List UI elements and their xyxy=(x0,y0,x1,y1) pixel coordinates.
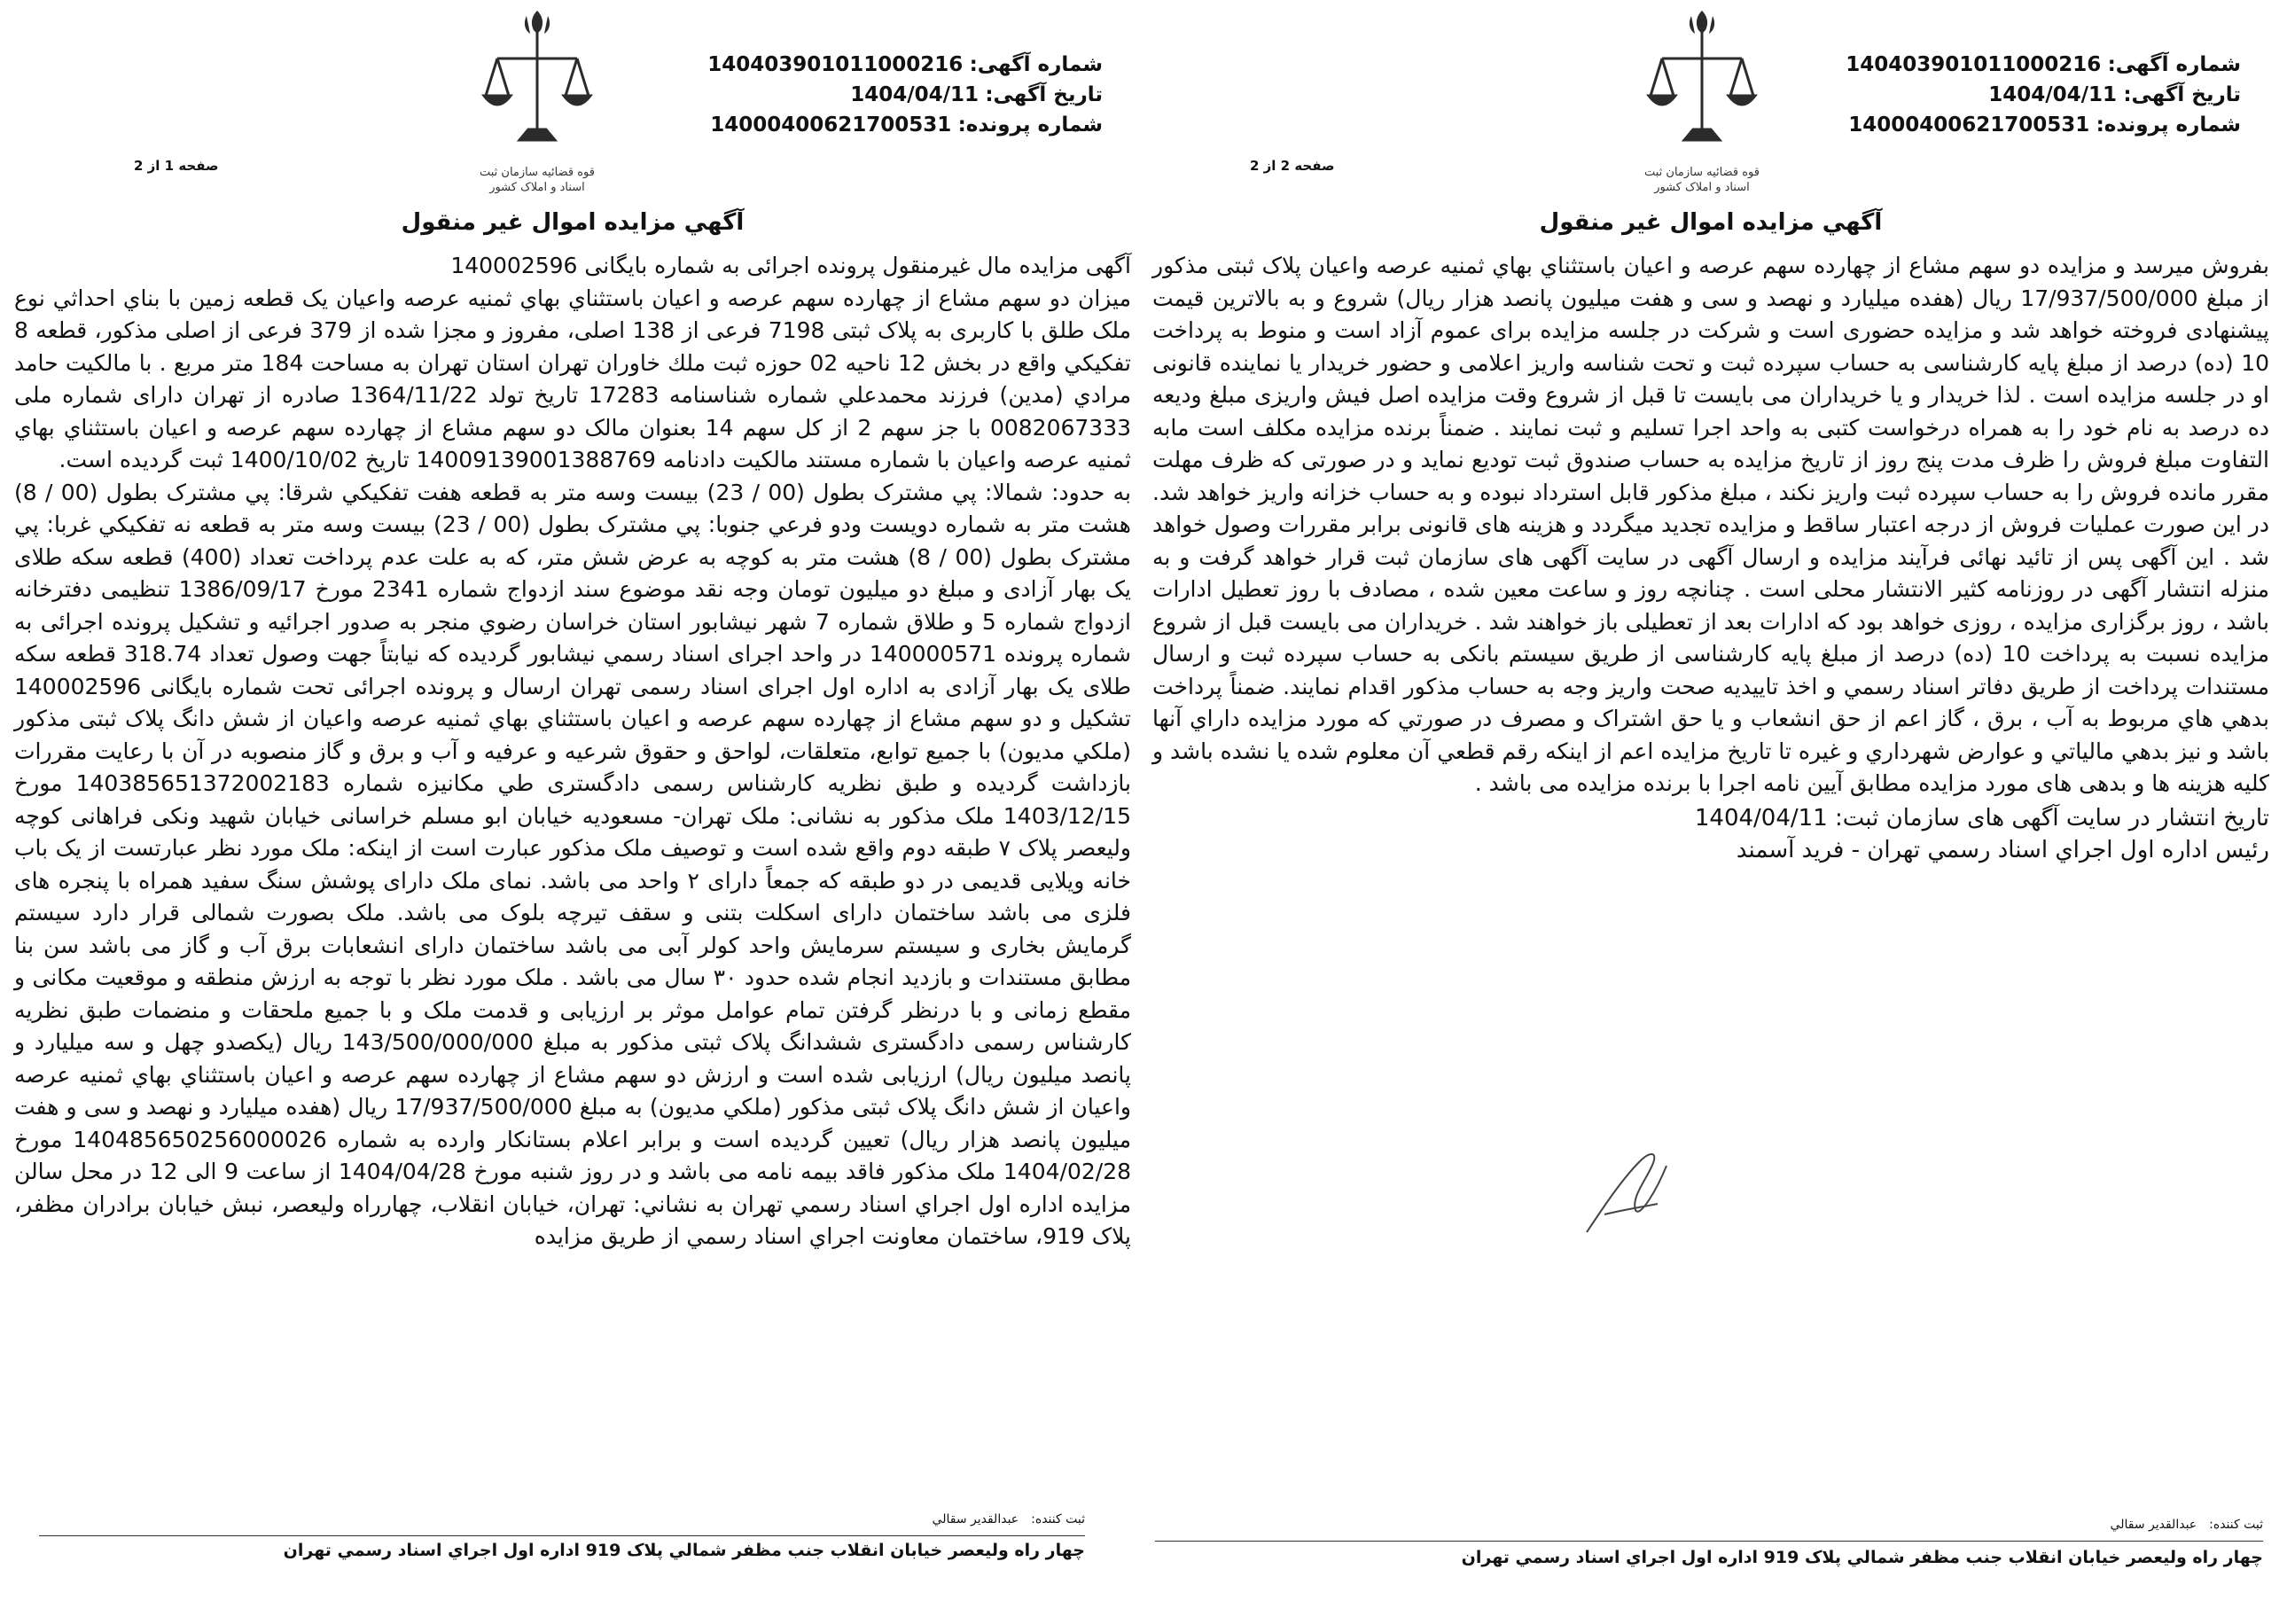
case-number: 14000400621700531 xyxy=(710,113,952,137)
registrar xyxy=(2098,1518,2263,1532)
case-number: 14000400621700531 xyxy=(1848,113,2090,137)
notice-body xyxy=(14,250,1131,1253)
intro-line: آگهی مزایده مال غیرمنقول پرونده اجرائی به شماره بایگانی 140002596 xyxy=(450,253,1131,278)
official-signatory: رئيس اداره اول اجراي اسناد رسمي تهران - فريد آسمند xyxy=(1736,836,2269,863)
page-title: آگهي مزايده اموال غير منقول xyxy=(401,209,745,236)
publish-date-line: تاریخ انتشار در سایت آگهی های سازمان ثبت: 1404/04/11 xyxy=(1694,804,2269,832)
ad-meta xyxy=(707,50,1103,140)
notice-body xyxy=(1152,250,2269,866)
ad-date: 1404/04/11 xyxy=(1988,83,2118,106)
page-title: آگهي مزايده اموال غير منقول xyxy=(1539,209,1883,236)
emblem-caption: قوه قضائیه سازمان ثبت اسناد و املاک کشور xyxy=(479,166,595,194)
ad-number: 140403901011000216 xyxy=(1846,53,2102,76)
scales-icon xyxy=(475,7,599,158)
judiciary-emblem xyxy=(475,7,599,202)
ad-number-label: شماره آگهی: xyxy=(969,53,1103,76)
registrar-label: ثبت کننده: xyxy=(1031,1512,1085,1526)
registrar xyxy=(920,1512,1085,1526)
body-paragraph: به حدود: شمالا: پي مشترک بطول (00 / 23) بيست وسه متر به قطعه هفت تفکيکي شرقا: پي مشترک بطول (00 / 8) هشت متر به شماره دويست ودو فرعي جنوبا: پي مشترک بطول (00 / 23) بيست وسه متر به قطعه نه تفکيکي غربا: پي مشترک بطول (00 / 8) هشت متر به کوچه به عرض شش متر، که به علت عدم پرداخت تعداد (400) قطعه سکه طلای یک بهار آزادی و مبلغ دو میلیون تومان وجه نقد موضوع سند ازدواج شماره 2341 مورخ 1386/09/17 تنظیمی دفترخانه ازدواج شماره 5 و طلاق شماره 7 شهر نيشابور استان خراسان رضوي منجر به صدور اجرائيه و تشکيل پرونده اجرائی به شماره پرونده 140000571 در واحد اجرای اسناد رسمي نيشابور گرديده كه نيابتاً جهت وصول تعداد 318.74 قطعه سکه طلای یک بهار آزادی به اداره اول اجرای اسناد رسمی تهران ارسال و پرونده اجرائی تحت شماره بایگانی 140002596 تشکیل و دو سهم مشاع از چهارده سهم عرصه و اعيان باستثناي بهاي ثمنيه عرصه واعيان از شش دانگ پلاک ثبتی مذکور (ملکي مدیون) با جمیع توابع، متعلقات، لواحق و حقوق شرعیه و عرفیه و آب و برق و گاز منصوبه در آن با رعایت مقررات بازداشت گردیده و طبق نظریه کارشناس رسمی دادگستری طي مکانيزه شماره 140385651372002183 مورخ 1403/12/15 ملک مذکور به نشانی: ملک تهران- مسعوديه خیابان ابو مسلم خراسانی خيابان شهيد ونکی فراهانی کوچه وليعصر پلاک ۷ طبقه دوم واقع شده است و توصيف ملک مذکور عبارت است از اينکه: ملک مورد نظر عبارتست از یک باب خانه ویلایی قدیمی در دو طبقه که جمعاً دارای ۲ واحد می باشد. نمای ملک دارای پوشش سنگ سفید همراه با پنجره های فلزی می باشد ساختمان دارای اسکلت بتنی و سقف تیرچه بلوک می باشد. ملک بصورت شمالی قرار دارد سیستم گرمایش بخاری و سیستم سرمایش واحد کولر آبی می باشد ساختمان دارای انشعابات برق آب و گاز می باشد سن بنا مطابق مستندات و بازدید انجام شده حدود ۳۰ سال می باشد . ملک مورد نظر با توجه به ارزش منطقه و موقعیت مکانی و مقطع زمانی و با درنظر گرفتن تمام عوامل موثر بر ارزیابی و قدمت ملک و با جمیع ملحقات و منضمات طبق نظريه كارشناس رسمی دادگستری ششدانگ پلاک ثبتی مذکور به مبلغ 143/500/000/000 ریال (یکصدو چهل و سه میلیارد و پانصد میلیون ریال) ارزیابی شده است و ارزش دو سهم مشاع از چهارده سهم عرصه و اعيان باستثناي بهاي ثمنيه عرصه واعيان از شش دانگ پلاک ثبتی مذکور (ملکي مدیون) به مبلغ 17/937/500/000 ریال (هفده میلیارد و نهصد و سی و هفت میلیون پانصد هزار ریال) تعیین گردیده است و برابر اعلام بستانکار وارده به شماره 14048565025600002​6 مورخ 1404/02/28 ملک مذکور فاقد بیمه نامه می باشد و در روز شنبه مورخ 1404/04/28 از ساعت 9 الی 12 در محل سالن مزايده اداره اول اجراي اسناد رسمي تهران به نشاني: تهران، خيابان انقلاب، چهارراه وليعصر، نبش خيابان برادران مظفر، پلاک 919، ساختمان معاونت اجراي اسناد رسمي از طريق مزايده xyxy=(14,479,1132,1249)
case-number-label: شماره پرونده: xyxy=(2096,113,2241,137)
scales-icon xyxy=(1640,7,1764,158)
page-number: صفحه 1 از 2 xyxy=(134,158,219,174)
ad-number: 140403901011000216 xyxy=(707,53,964,76)
registrar-label: ثبت کننده: xyxy=(2209,1518,2263,1532)
body-paragraph: بفروش میرسد و مزایده دو سهم مشاع از چهارده سهم عرصه و اعیان باستثناي بهاي ثمنيه عرصه واعیان پلاک ثبتی مذکور از مبلغ 17/937/500/000 ریال (هفده میلیارد و نهصد و سی و هفت میلیون پانصد هزار ریال) شروع و به بالاترین قیمت پیشنهادی فروخته خواهد شد و مزایده حضوری است و شرکت در جلسه مزایده برای عموم آزاد است و منوط به پرداخت 10 (ده) درصد از مبلغ پایه کارشناسی به حساب سپرده ثبت و تحت شناسه واریز اعلامی و حضور خریدار یا نماینده قانونی او در جلسه مزایده است . لذا خریدار و یا خریداران می بایست تا قبل از شروع وقت مزایده اصل فیش واریزی مبلغ ودیعه ده درصد به نام خود را به همراه درخواست کتبی به واحد اجرا تسلیم و ثبت نمایند . ضمناً برنده مزایده مکلف است مابه التفاوت مبلغ فروش را ظرف مدت پنج روز از تاریخ مزایده به حساب صندوق ثبت تودیع نماید و در صورتی که ظرف مهلت مقرر مانده فروش را به حساب سپرده ثبت واریز نکند ، مبلغ مذکور قابل استرداد نبوده و به حساب خزانه واریز خواهد شد. در این صورت عملیات فروش از درجه اعتبار ساقط و مزایده تجدید میگردد و هزینه های قانونی برابر مقررات وصول خواهد شد . این آگهی پس از تائید نهائی فرآیند مزایده و ارسال آگهی در سایت آگهی های سازمان ثبت قرار خواهد گرفت و به منزله انتشار آگهی در روزنامه کثیر الانتشار محلی است . چنانچه روز و ساعت معین شده ، مصادف با روز تعطیل ادارات باشد ، روز برگزاری مزایده ، روزی خواهد بود که ادارات بعد از تعطیلی باز خواهند شد . خریداران می بایست قبل از شروع مزایده نسبت به پرداخت 10 (ده) درصد از مبلغ پایه کارشناسی از طریق سیستم بانکی به حساب سپرده ثبت و ارسال مستندات پرداخت از طریق دفاتر اسناد رسمي و اخذ تاييديه صحت واريز وجه به حساب مذکور اقدام نمایند. ضمناً پرداخت بدهي هاي مربوط به آب ، برق ، گاز اعم از حق انشعاب و يا حق اشتراک و مصرف در صورتي که مورد مزايده داراي آنها باشد و نيز بدهي مالياتي و عوارض شهرداري و غيره تا تاريخ مزايده اعم از اينکه رقم قطعي آن معلوم شده يا نشده باشد و کليه هزينه ها و بدهی های مورد مزايده مطابق آيين نامه اجرا با برنده مزايده می باشد . xyxy=(1152,253,2269,796)
registrar-name: عبدالقدير سقالي xyxy=(932,1512,1019,1526)
ad-date-label: تاریخ آگهی: xyxy=(985,83,1103,106)
notice-tail xyxy=(1152,802,2269,866)
footer-address: چهار راه وليعصر خيابان انقلاب جنب مظفر شمالي پلاک 919 اداره اول اجراي اسناد رسمي تهران xyxy=(283,1541,1085,1560)
body-paragraph: میزان دو سهم مشاع از چهارده سهم عرصه و اعیان باستثناي بهاي ثمنيه عرصه واعيان يک قطعه زمين با بناي احداثي نوع ملک طلق با کاربری به پلاک ثبتی 7198 فرعی از 138 اصلی، مفروز و مجزا شده از 379 فرعی از اصلی مذکور، قطعه 8 تفکيکي واقع در بخش 12 ناحيه 02 حوزه ثبت ملك خاوران تهران استان تهران به مساحت 184 متر مربع . با مالکيت حامد مرادي (مدين) فرزند محمدعلي شماره شناسنامه 17283 تاريخ تولد 1364/11/22 صادره از تهران دارای شماره ملی 0082067333 با جز سهم 2 از کل سهم 14 بعنوان مالک دو سهم مشاع از چهارده سهم عرصه و اعيان باستثناي بهاي ثمنيه عرصه واعيان با شماره مستند مالکيت دادنامه 140091390013887​69 تاريخ 1400/10/02 ثبت گرديده است. xyxy=(14,285,1132,472)
page-1 xyxy=(14,0,1138,1624)
judiciary-emblem xyxy=(1640,7,1764,202)
ad-meta xyxy=(1846,50,2241,140)
footer-divider xyxy=(1155,1541,2263,1542)
case-number-label: شماره پرونده: xyxy=(957,113,1103,137)
ad-date-label: تاریخ آگهی: xyxy=(2123,83,2241,106)
footer-divider xyxy=(39,1535,1085,1536)
ad-date: 1404/04/11 xyxy=(850,83,980,106)
footer-address: چهار راه وليعصر خيابان انقلاب جنب مظفر شمالي پلاک 919 اداره اول اجراي اسناد رسمي تهران xyxy=(1461,1548,2263,1567)
ad-number-label: شماره آگهی: xyxy=(2107,53,2241,76)
emblem-caption: قوه قضائیه سازمان ثبت اسناد و املاک کشور xyxy=(1643,166,1760,194)
registrar-name: عبدالقدير سقالي xyxy=(2110,1518,2197,1532)
handwritten-signature xyxy=(1569,1126,1702,1259)
page-2 xyxy=(1152,0,2276,1624)
page-number: صفحه 2 از 2 xyxy=(1250,158,1335,174)
